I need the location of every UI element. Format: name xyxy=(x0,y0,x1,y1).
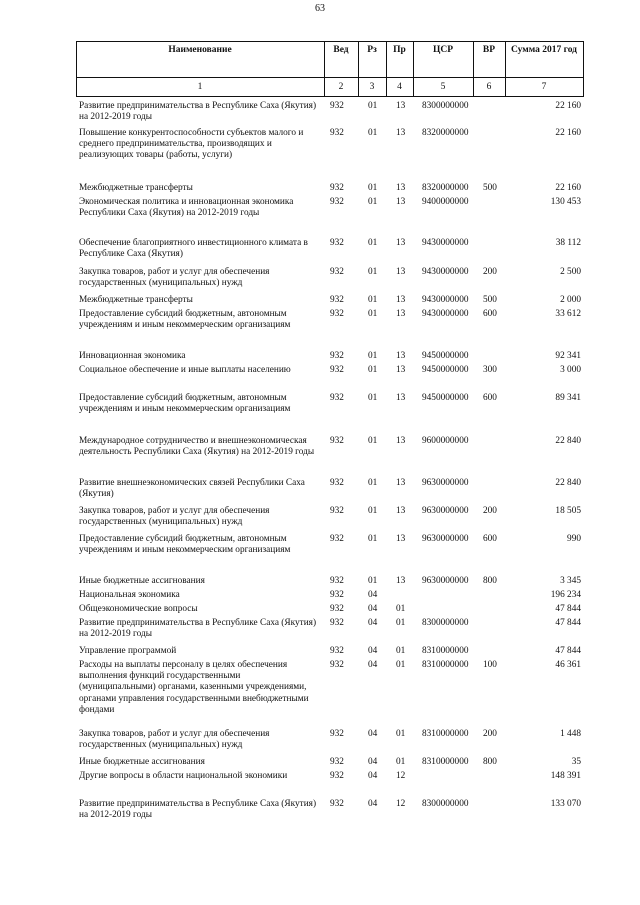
row-ved: 932 xyxy=(330,618,344,628)
row-ved: 932 xyxy=(330,660,344,670)
row-name: Национальная экономика xyxy=(79,590,180,600)
row-sum: 38 112 xyxy=(555,238,581,248)
row-rz: 01 xyxy=(368,101,378,111)
row-sum: 18 505 xyxy=(555,506,581,516)
row-pr: 01 xyxy=(396,646,406,656)
row-rz: 01 xyxy=(368,197,378,207)
row-csr: 8310000000 xyxy=(422,660,469,670)
row-pr: 13 xyxy=(396,506,406,516)
row-sum: 47 844 xyxy=(555,618,581,628)
row-name: Обеспечение благоприятного инвестиционного климата в Республике Саха (Якутия) xyxy=(79,238,308,260)
row-name: Закупка товаров, работ и услуг для обеспечения государственных (муниципальных) нужд xyxy=(79,267,270,289)
row-csr: 8300000000 xyxy=(422,101,469,111)
row-vr: 300 xyxy=(483,365,497,375)
row-pr: 13 xyxy=(396,197,406,207)
row-name: Закупка товаров, работ и услуг для обеспечения государственных (муниципальных) нужд xyxy=(79,506,270,528)
row-pr: 13 xyxy=(396,478,406,488)
row-rz: 01 xyxy=(368,351,378,361)
row-pr: 01 xyxy=(396,604,406,614)
row-ved: 932 xyxy=(330,295,344,305)
row-csr: 8300000000 xyxy=(422,618,469,628)
row-csr: 9430000000 xyxy=(422,295,469,305)
row-csr: 8320000000 xyxy=(422,128,469,138)
row-name: Инновационная экономика xyxy=(79,351,186,361)
row-rz: 04 xyxy=(368,604,378,614)
row-sum: 990 xyxy=(567,534,581,544)
row-csr: 8320000000 xyxy=(422,183,469,193)
row-name: Предоставление субсидий бюджетным, автономным учреждениям и иным некоммерческим организациям xyxy=(79,393,291,415)
col-number-6: 6 xyxy=(486,82,492,92)
row-rz: 04 xyxy=(368,590,378,600)
row-pr: 13 xyxy=(396,128,406,138)
row-rz: 01 xyxy=(368,128,378,138)
row-vr: 100 xyxy=(483,660,497,670)
row-sum: 22 840 xyxy=(555,436,581,446)
row-rz: 01 xyxy=(368,365,378,375)
row-sum: 22 160 xyxy=(555,183,581,193)
row-vr: 600 xyxy=(483,309,497,319)
row-sum: 46 361 xyxy=(555,660,581,670)
row-csr: 9630000000 xyxy=(422,576,469,586)
row-rz: 01 xyxy=(368,478,378,488)
row-name: Расходы на выплаты персоналу в целях обеспечения выполнения функций государственными (муниципальными) органами, казенными учреждениями, органами управления государственными внебюджетными фондами xyxy=(79,660,309,715)
row-rz: 01 xyxy=(368,506,378,516)
row-pr: 13 xyxy=(396,101,406,111)
row-sum: 35 xyxy=(571,757,581,767)
row-rz: 01 xyxy=(368,238,378,248)
row-ved: 932 xyxy=(330,729,344,739)
row-ved: 932 xyxy=(330,506,344,516)
row-csr: 9600000000 xyxy=(422,436,469,446)
row-name: Развитие предпринимательства в Республике Саха (Якутия) на 2012-2019 годы xyxy=(79,799,317,821)
header-vr: ВР xyxy=(482,45,496,55)
row-rz: 04 xyxy=(368,729,378,739)
row-pr: 12 xyxy=(396,799,406,809)
col-number-3: 3 xyxy=(369,82,375,92)
row-rz: 01 xyxy=(368,534,378,544)
row-ved: 932 xyxy=(330,590,344,600)
row-vr: 800 xyxy=(483,576,497,586)
row-sum: 33 612 xyxy=(555,309,581,319)
row-rz: 04 xyxy=(368,660,378,670)
col-number-1: 1 xyxy=(197,82,203,92)
row-csr: 9450000000 xyxy=(422,351,469,361)
row-pr: 13 xyxy=(396,393,406,403)
row-vr: 600 xyxy=(483,393,497,403)
row-csr: 9430000000 xyxy=(422,238,469,248)
row-csr: 9400000000 xyxy=(422,197,469,207)
row-name: Межбюджетные трансферты xyxy=(79,183,193,193)
row-csr: 9450000000 xyxy=(422,393,469,403)
row-ved: 932 xyxy=(330,267,344,277)
row-pr: 01 xyxy=(396,618,406,628)
row-sum: 3 000 xyxy=(560,365,581,375)
col-number-2: 2 xyxy=(338,82,344,92)
row-ved: 932 xyxy=(330,799,344,809)
row-pr: 01 xyxy=(396,757,406,767)
row-name: Иные бюджетные ассигнования xyxy=(79,757,205,767)
col-number-5: 5 xyxy=(440,82,446,92)
row-name: Управление программой xyxy=(79,646,177,656)
row-sum: 22 160 xyxy=(555,101,581,111)
row-ved: 932 xyxy=(330,393,344,403)
col-number-7: 7 xyxy=(541,82,547,92)
header-csr: ЦСР xyxy=(432,45,454,55)
row-pr: 13 xyxy=(396,183,406,193)
row-rz: 04 xyxy=(368,799,378,809)
row-sum: 22 840 xyxy=(555,478,581,488)
row-name: Развитие внешнеэкономических связей Республики Саха (Якутия) xyxy=(79,478,305,500)
row-vr: 600 xyxy=(483,534,497,544)
row-name: Повышение конкурентоспособности субъектов малого и среднего предпринимательства, производящих и реализующих товары (работы, услуги) xyxy=(79,128,304,161)
row-csr: 8310000000 xyxy=(422,729,469,739)
row-sum: 89 341 xyxy=(555,393,581,403)
row-sum: 196 234 xyxy=(550,590,581,600)
row-csr: 9630000000 xyxy=(422,534,469,544)
col-number-4: 4 xyxy=(397,82,402,92)
row-csr: 9450000000 xyxy=(422,365,469,375)
row-pr: 12 xyxy=(396,771,406,781)
row-ved: 932 xyxy=(330,757,344,767)
row-name: Предоставление субсидий бюджетным, автономным учреждениям и иным некоммерческим организациям xyxy=(79,534,291,556)
row-ved: 932 xyxy=(330,646,344,656)
row-sum: 133 070 xyxy=(550,799,581,809)
row-ved: 932 xyxy=(330,183,344,193)
row-rz: 04 xyxy=(368,757,378,767)
row-sum: 1 448 xyxy=(560,729,581,739)
row-name: Социальное обеспечение и иные выплаты населению xyxy=(79,365,291,375)
row-pr: 13 xyxy=(396,295,406,305)
row-vr: 500 xyxy=(483,183,497,193)
row-vr: 800 xyxy=(483,757,497,767)
row-pr: 13 xyxy=(396,365,406,375)
row-ved: 932 xyxy=(330,351,344,361)
row-ved: 932 xyxy=(330,534,344,544)
row-pr: 13 xyxy=(396,534,406,544)
row-pr: 13 xyxy=(396,309,406,319)
row-sum: 3 345 xyxy=(560,576,581,586)
row-vr: 200 xyxy=(483,729,497,739)
row-ved: 932 xyxy=(330,478,344,488)
row-csr: 8310000000 xyxy=(422,757,469,767)
row-ved: 932 xyxy=(330,436,344,446)
row-ved: 932 xyxy=(330,128,344,138)
table-header xyxy=(76,41,584,97)
row-pr: 01 xyxy=(396,729,406,739)
row-csr: 9630000000 xyxy=(422,506,469,516)
header-sum: Сумма 2017 год xyxy=(511,45,577,55)
header-name: Наименование xyxy=(168,45,232,55)
row-sum: 2 000 xyxy=(560,295,581,305)
row-rz: 04 xyxy=(368,618,378,628)
row-sum: 47 844 xyxy=(555,604,581,614)
row-csr: 9430000000 xyxy=(422,309,469,319)
row-ved: 932 xyxy=(330,309,344,319)
row-sum: 22 160 xyxy=(555,128,581,138)
header-rz: Рз xyxy=(367,45,377,55)
row-rz: 01 xyxy=(368,436,378,446)
row-csr: 9430000000 xyxy=(422,267,469,277)
row-name: Международное сотрудничество и внешнеэкономическая деятельность Республики Саха (Якутия) на 2012-2019 годы xyxy=(79,436,315,458)
header-pr: Пр xyxy=(393,45,406,55)
row-name: Межбюджетные трансферты xyxy=(79,295,193,305)
row-sum: 47 844 xyxy=(555,646,581,656)
row-name: Предоставление субсидий бюджетным, автономным учреждениям и иным некоммерческим организациям xyxy=(79,309,291,331)
row-vr: 200 xyxy=(483,506,497,516)
row-rz: 01 xyxy=(368,267,378,277)
row-rz: 01 xyxy=(368,183,378,193)
row-csr: 9630000000 xyxy=(422,478,469,488)
row-name: Иные бюджетные ассигнования xyxy=(79,576,205,586)
row-pr: 13 xyxy=(396,436,406,446)
row-ved: 932 xyxy=(330,197,344,207)
row-rz: 01 xyxy=(368,309,378,319)
row-pr: 13 xyxy=(396,576,406,586)
row-ved: 932 xyxy=(330,238,344,248)
row-rz: 04 xyxy=(368,771,378,781)
row-pr: 01 xyxy=(396,660,406,670)
row-sum: 92 341 xyxy=(555,351,581,361)
row-name: Экономическая политика и инновационная экономика Республики Саха (Якутия) на 2012-2019 годы xyxy=(79,197,294,219)
row-ved: 932 xyxy=(330,101,344,111)
row-sum: 148 391 xyxy=(550,771,581,781)
row-name: Закупка товаров, работ и услуг для обеспечения государственных (муниципальных) нужд xyxy=(79,729,270,751)
row-ved: 932 xyxy=(330,576,344,586)
row-vr: 500 xyxy=(483,295,497,305)
header-ved: Вед xyxy=(333,45,349,55)
row-rz: 04 xyxy=(368,646,378,656)
row-ved: 932 xyxy=(330,604,344,614)
row-name: Развитие предпринимательства в Республике Саха (Якутия) на 2012-2019 годы xyxy=(79,618,317,640)
row-rz: 01 xyxy=(368,393,378,403)
row-pr: 13 xyxy=(396,351,406,361)
row-pr: 13 xyxy=(396,267,406,277)
page-number: 63 xyxy=(315,3,325,14)
row-sum: 130 453 xyxy=(550,197,581,207)
row-name: Общеэкономические вопросы xyxy=(79,604,198,614)
row-sum: 2 500 xyxy=(560,267,581,277)
row-rz: 01 xyxy=(368,295,378,305)
row-rz: 01 xyxy=(368,576,378,586)
row-ved: 932 xyxy=(330,365,344,375)
row-ved: 932 xyxy=(330,771,344,781)
row-csr: 8300000000 xyxy=(422,799,469,809)
row-vr: 200 xyxy=(483,267,497,277)
row-name: Развитие предпринимательства в Республике Саха (Якутия) на 2012-2019 годы xyxy=(79,101,317,123)
row-csr: 8310000000 xyxy=(422,646,469,656)
row-name: Другие вопросы в области национальной экономики xyxy=(79,771,288,781)
row-pr: 13 xyxy=(396,238,406,248)
